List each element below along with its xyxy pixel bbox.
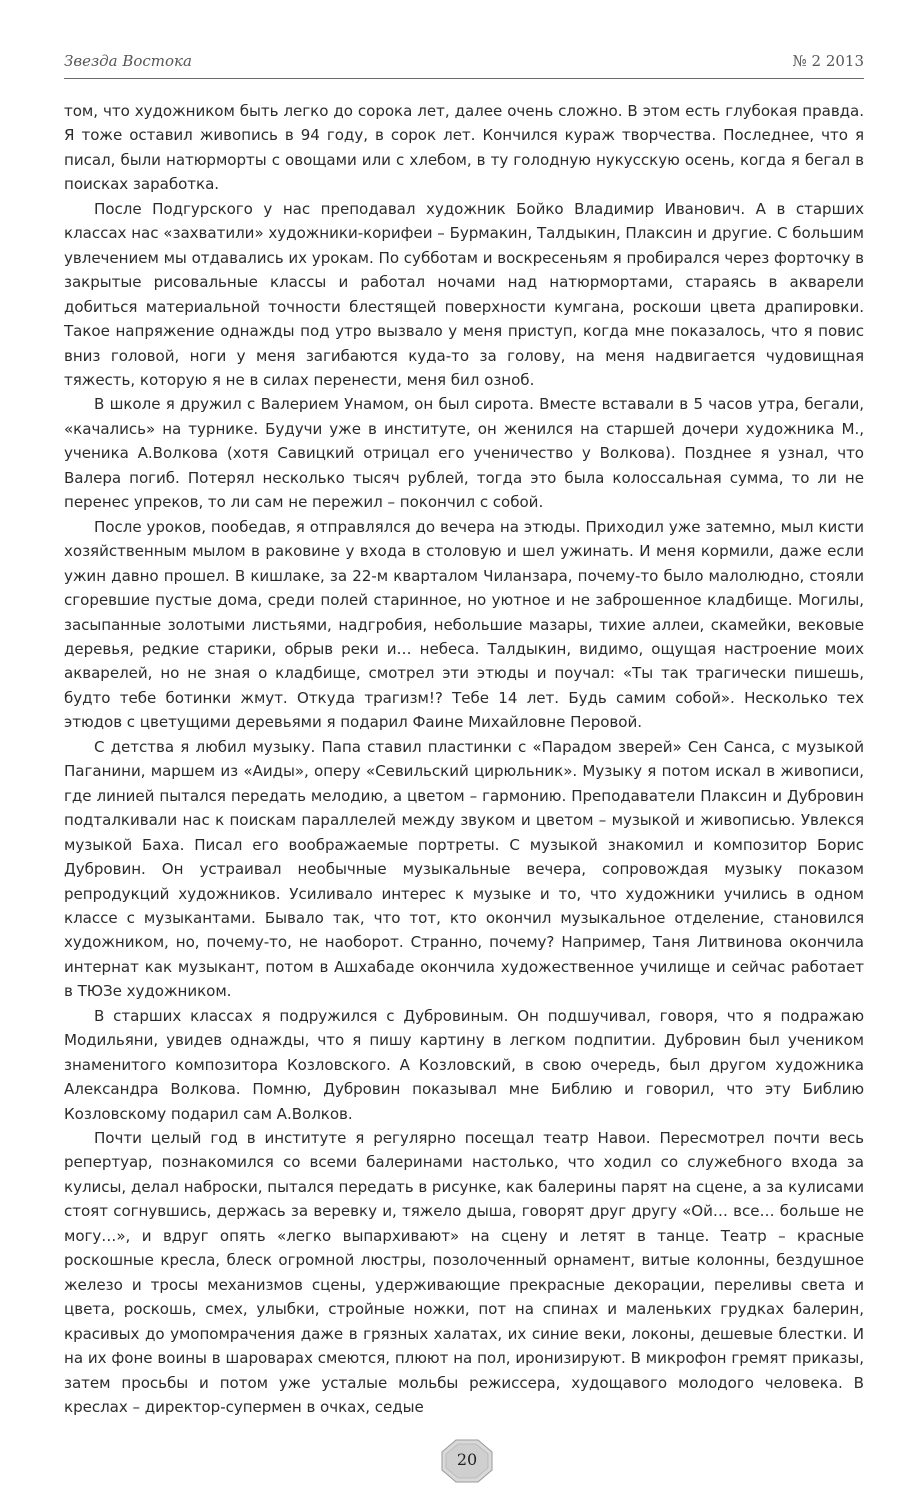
running-header: [64, 50, 864, 79]
paragraph: В школе я дружил с Валерием Унамом, он был сирота. Вместе вставали в 5 часов утра, бегали, «качались» на турнике. Будучи уже в институте, он женился на старшей дочери художника М., ученика А.Волкова (хотя Савицкий отрицал его ученичество у Волкова). Позднее я узнал, что Валера погиб. Потерял несколько тысяч рублей, тогда это была колоссальная сумма, то ли не перенес упреков, то ли сам не пережил – покончил с собой.: [64, 395, 864, 512]
paragraph: После уроков, пообедав, я отправлялся до вечера на этюды. Приходил уже затемно, мыл кисти хозяйственным мылом в раковине у входа в столовую и шел ужинать. И меня кормили, даже если ужин давно прошел. В кишлаке, за 22-м кварталом Чиланзара, почему-то было малолюдно, стояли сгоревшие пустые дома, среди полей старинное, но уютное и не заброшенное кладбище. Могилы, засыпанные золотыми листьями, надгробия, небольшие мазары, тихие аллеи, скамейки, вековые деревья, редкие старики, обрыв реки и… небеса. Талдыкин, видимо, ощущая настроение моих акварелей, но не зная о кладбище, смотрел эти этюды и поучал: «Ты так трагически пишешь, будто тебе ботинки жмут. Откуда трагизм!? Тебе 14 лет. Будь самим собой». Несколько тех этюдов с цветущими деревьями я подарил Фаине Михайловне Перовой.: [64, 517, 864, 732]
paragraph: том, что художником быть легко до сорока лет, далее очень сложно. В этом есть глубокая правда. Я тоже оставил живопись в 94 году, в сорок лет. Кончился кураж творчества. Последнее, что я писал, были натюрморты с овощами или с хлебом, в ту голодную нукусскую осень, когда я бегал в поисках заработка.: [64, 102, 864, 194]
journal-title: Звезда Востока: [64, 52, 192, 70]
page-number-ornament: [440, 1438, 494, 1484]
paragraph: После Подгурского у нас преподавал художник Бойко Владимир Иванович. А в старших классах нас «захватили» художники-корифеи – Бурмакин, Талдыкин, Плаксин и другие. С большим увлечением мы отдавались их урокам. По субботам и воскресеньям я пробирался через форточку в закрытые рисовальные классы и работал ночами над натюрмортами, стараясь в акварели добиться материальной точности блестящей поверхности кумгана, роскоши цвета драпировки. Такое напряжение однажды под утро вызвало у меня приступ, когда мне показалось, что я повис вниз головой, ноги у меня загибаются куда-то за голову, на меня надвигается чудовищная тяжесть, которую я не в силах перенести, меня бил озноб.: [64, 199, 864, 389]
paragraph: С детства я любил музыку. Папа ставил пластинки с «Парадом зверей» Сен Санса, с музыкой Паганини, маршем из «Аиды», оперу «Севильский цирюльник». Музыку я потом искал в живописи, где линией пытался передать мелодию, а цветом – гармонию. Преподаватели Плаксин и Дубровин подталкивали нас к поискам параллелей между звуком и цветом – музыкой и живописью. Увлекся музыкой Баха. Писал его воображаемые портреты. С музыкой знакомил и композитор Борис Дубровин. Он устраивал необычные музыкальные вечера, сопровождая музыку показом репродукций художников. Усиливало интерес к музыке и то, что художники учились в одном классе с музыкантами. Бывало так, что тот, кто окончил музыкальное отделение, становился художником, но, почему-то, не наоборот. Странно, почему? Например, Таня Литвинова окончила интернат как музыкант, потом в Ашхабаде окончила художественное училище и сейчас работает в ТЮЗе художником.: [64, 737, 864, 1001]
page-number: 20: [456, 1450, 478, 1469]
article-body: [64, 99, 864, 1419]
issue-number: № 2 2013: [792, 52, 864, 70]
paragraph: Почти целый год в институте я регулярно посещал театр Навои. Пересмотрел почти весь репертуар, познакомился со всеми балеринами настолько, что ходил со служебного входа за кулисы, делал наброски, пытался передать в рисунке, как балерины парят на сцене, а за кулисами стоят согнувшись, держась за веревку и, тяжело дыша, говорят друг другу «Ой… все… больше не могу…», и вдруг опять «легко выпархивают» на сцену и летят в танце. Театр – красные роскошные кресла, блеск огромной люстры, позолоченный орнамент, витые колонны, бездушное железо и тросы механизмов сцены, удерживающие прекрасные декорации, переливы света и цвета, роскошь, смех, улыбки, стройные ножки, пот на спинах и маленьких грудках балерин, красивых до умопомрачения даже в грязных халатах, их синие веки, локоны, дешевые блестки. И на их фоне воины в шароварах смеются, плюют на пол, иронизируют. В микрофон гремят приказы, затем просьбы и потом уже усталые мольбы режиссера, худощавого молодого человека. В креслах – директор-супермен в очках, седые: [64, 1129, 864, 1417]
paragraph: В старших классах я подружился с Дубровиным. Он подшучивал, говоря, что я подражаю Модильяни, увидев однажды, что я пишу картину в легком подпитии. Дубровин был учеником знаменитого композитора Козловского. А Козловский, в свою очередь, был другом художника Александра Волкова. Помню, Дубровин показывал мне Библию и говорил, что эту Библию Козловскому подарил сам А.Волков.: [64, 1006, 864, 1123]
